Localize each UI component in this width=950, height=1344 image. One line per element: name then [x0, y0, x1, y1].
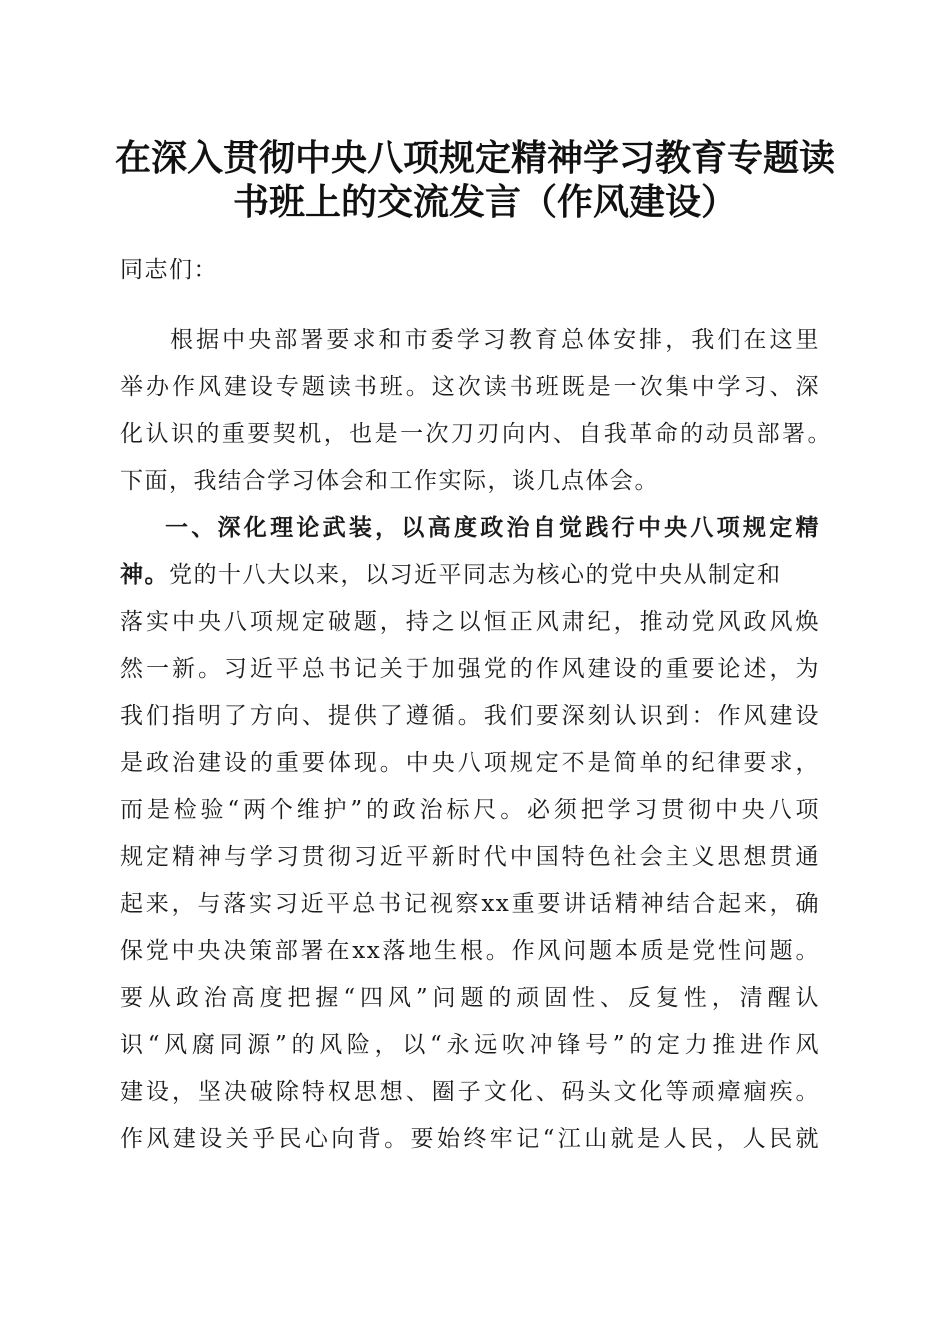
paragraph-line: 识“风腐同源”的风险，以“永远吹冲锋号”的定力推进作风: [120, 1032, 820, 1058]
paragraph-line: 而是检验“两个维护”的政治标尺。必须把学习贯彻中央八项: [120, 797, 820, 823]
paragraph-line: 举办作风建设专题读书班。这次读书班既是一次集中学习、深: [120, 374, 820, 400]
paragraph-line: 建设，坚决破除特权思想、圈子文化、码头文化等顽瘴痼疾。: [120, 1079, 820, 1105]
paragraph-line: 是政治建设的重要体现。中央八项规定不是简单的纪律要求，: [120, 750, 820, 776]
paragraph-line: 保党中央决策部署在xx落地生根。作风问题本质是党性问题。: [120, 938, 820, 964]
paragraph-text: 党的十八大以来，以习近平同志为核心的党中央从制定和: [169, 562, 782, 588]
section-heading-end: 神。: [120, 561, 169, 588]
paragraph-line-mixed: [120, 560, 820, 590]
paragraph-line: 规定精神与学习贯彻习近平新时代中国特色社会主义思想贯通: [120, 844, 820, 870]
salutation: 同志们：: [120, 257, 218, 283]
paragraph-line: 要从政治高度把握“四风”问题的顽固性、反复性，清醒认: [120, 985, 820, 1011]
paragraph-line: 化认识的重要契机，也是一次刀刃向内、自我革命的动员部署。: [120, 421, 832, 447]
paragraph-line: 落实中央八项规定破题，持之以恒正风肃纪，推动党风政风焕: [120, 609, 820, 635]
paragraph-line: 下面，我结合学习体会和工作实际，谈几点体会。: [120, 468, 659, 494]
paragraph-line: 我们指明了方向、提供了遵循。我们要深刻认识到：作风建设: [120, 703, 820, 729]
section-heading: 一、深化理论武装，以高度政治自觉践行中央八项规定精: [165, 514, 820, 541]
paragraph-line: 根据中央部署要求和市委学习教育总体安排，我们在这里: [170, 327, 820, 353]
paragraph-line: 作风建设关乎民心向背。要始终牢记“江山就是人民，人民就: [120, 1126, 820, 1152]
paragraph-line: 然一新。习近平总书记关于加强党的作风建设的重要论述，为: [120, 656, 820, 682]
document-title-line-1: 在深入贯彻中央八项规定精神学习教育专题读: [114, 137, 835, 179]
document-title-line-2: 书班上的交流发言（作风建设）: [232, 181, 737, 223]
paragraph-line: 起来，与落实习近平总书记视察xx重要讲话精神结合起来，确: [120, 891, 820, 917]
